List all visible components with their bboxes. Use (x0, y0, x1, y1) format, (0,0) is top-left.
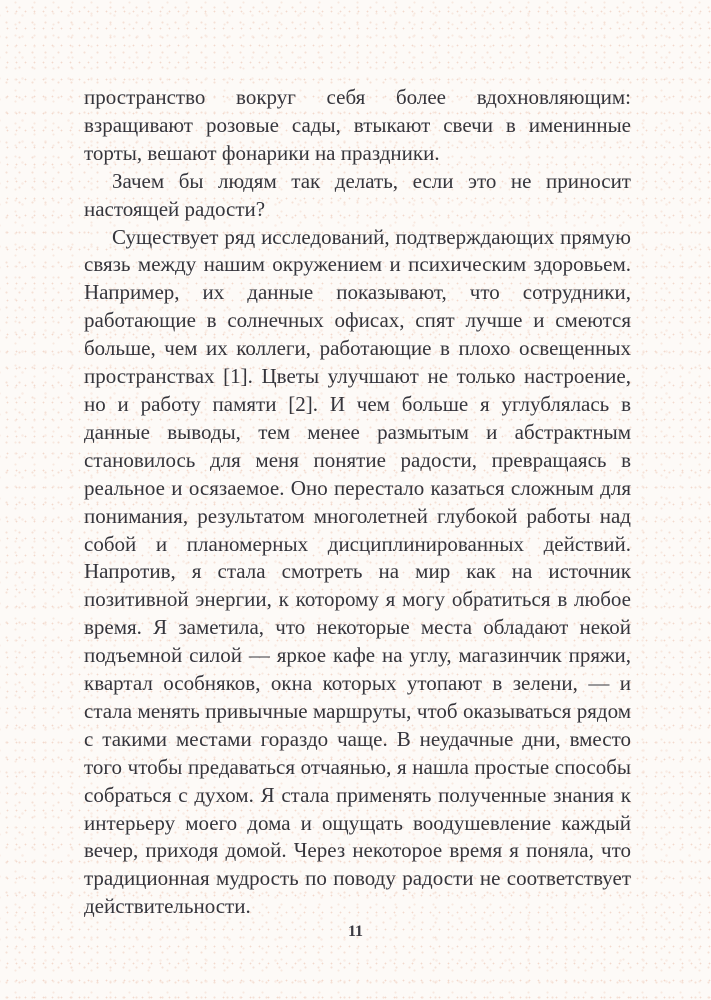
paragraph-body: Существует ряд исследований, подтверждающих прямую связь между нашим окружением и психическим здоровьем. Например, их данные показывают, что сотрудники, работающие в солнечных офисах, спят лучше и смеются больше, чем их коллеги, работающие в плохо освещенных пространствах [1]. Цветы улучшают не только настроение, но и работу памяти [2]. И чем больше я углублялась в данные выводы, тем менее размытым и абстрактным становилось для меня понятие радости, превращаясь в реальное и осязаемое. Оно перестало казаться сложным для понимания, результатом многолетней глубокой работы над собой и планомерных дисциплинированных действий. Напротив, я стала смотреть на мир как на источник позитивной энергии, к которому я могу обратиться в любое время. Я заметила, что некоторые места обладают некой подъемной силой — яркое кафе на углу, магазинчик пряжи, квартал особняков, окна которых утопают в зелени, — и стала менять привычные маршруты, чтоб оказываться рядом с такими местами гораздо чаще. В неудачные дни, вместо того чтобы предаваться отчаянью, я нашла простые способы собраться с духом. Я стала применять полученные знания к интерьеру моего дома и ощущать воодушевление каждый вечер, приходя домой. Через некоторое время я поняла, что традиционная мудрость по поводу радости не соответствует действительности. (84, 224, 631, 919)
paragraph-continuation: пространство вокруг себя более вдохновляющим: взращивают розовые сады, втыкают свечи в именинные торты, вешают фонарики на праздники. (84, 85, 631, 165)
page-number: 11 (347, 923, 364, 940)
paragraph-question: Зачем бы людям так делать, если это не приносит настоящей радости? (84, 168, 631, 221)
text-block (84, 84, 631, 921)
